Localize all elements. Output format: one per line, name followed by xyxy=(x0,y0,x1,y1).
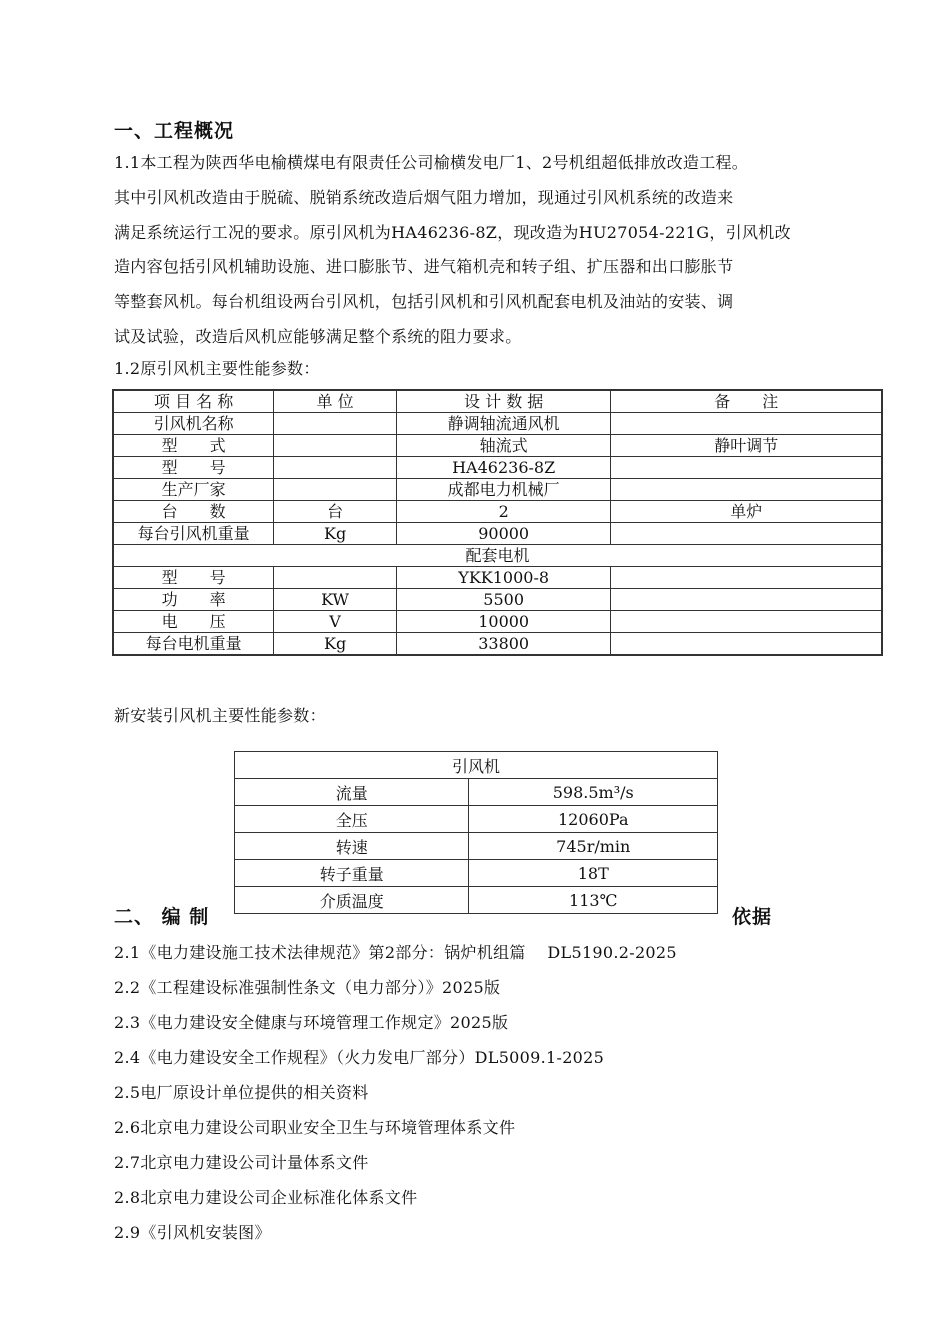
section1-heading: 一、工程概况 xyxy=(114,120,235,142)
table-cell xyxy=(274,435,397,457)
table-cell xyxy=(274,567,397,589)
table-cell xyxy=(611,523,882,545)
table-cell: Kg xyxy=(274,523,397,545)
table-header-row xyxy=(235,752,718,779)
reference-item: 2.1《电力建设施工技术法律规范》第2部分：锅炉机组篇 DL5190.2-2025 xyxy=(114,943,677,962)
table-header-cell: 引风机 xyxy=(235,752,718,779)
table-cell: 生产厂家 xyxy=(113,479,274,501)
reference-item: 2.4《电力建设安全工作规程》（火力发电厂部分）DL5009.1-2025 xyxy=(114,1048,605,1067)
motor-section-label: 配套电机 xyxy=(113,545,882,567)
table-cell: 静调轴流通风机 xyxy=(396,413,611,435)
reference-item: 2.6北京电力建设公司职业安全卫生与环境管理体系文件 xyxy=(114,1118,516,1137)
table-cell: 转速 xyxy=(235,833,469,860)
table-cell: 型 式 xyxy=(113,435,274,457)
paragraph-line: 其中引风机改造由于脱硫、脱销系统改造后烟气阻力增加，现通过引风机系统的改造来 xyxy=(114,187,734,207)
section2-heading-left: 二、 编 制 xyxy=(114,906,210,928)
table-row xyxy=(113,633,882,656)
table-header-cell: 项 目 名 称 xyxy=(113,390,274,413)
table-cell xyxy=(611,457,882,479)
table-cell: 每台引风机重量 xyxy=(113,523,274,545)
table-cell: 型 号 xyxy=(113,567,274,589)
paragraph-line: 试及试验，改造后风机应能够满足整个系统的阻力要求。 xyxy=(114,326,522,346)
table-cell: 电 压 xyxy=(113,611,274,633)
table-cell: 33800 xyxy=(396,633,611,656)
table-row xyxy=(113,589,882,611)
table-cell: 5500 xyxy=(396,589,611,611)
table-cell: 介质温度 xyxy=(235,887,469,914)
table-header-cell: 单 位 xyxy=(274,390,397,413)
table-row xyxy=(113,457,882,479)
original-fan-params-table xyxy=(112,389,883,656)
table-cell xyxy=(274,457,397,479)
table-row xyxy=(235,833,718,860)
reference-item: 2.2《工程建设标准强制性条文（电力部分）》2025版 xyxy=(114,978,501,997)
table-row xyxy=(113,501,882,523)
table2-caption: 新安装引风机主要性能参数： xyxy=(114,706,326,725)
table-header-cell: 备 注 xyxy=(611,390,882,413)
reference-item: 2.5电厂原设计单位提供的相关资料 xyxy=(114,1083,369,1102)
table-cell: 全压 xyxy=(235,806,469,833)
reference-item: 2.3《电力建设安全健康与环境管理工作规定》2025版 xyxy=(114,1013,509,1032)
section2-heading-right: 依据 xyxy=(732,906,773,928)
table-cell: 90000 xyxy=(396,523,611,545)
table-cell: 台 xyxy=(274,501,397,523)
table-row xyxy=(113,413,882,435)
paragraph-line: 等整套风机。每台机组设两台引风机，包括引风机和引风机配套电机及油站的安装、调 xyxy=(114,292,734,312)
table-cell xyxy=(611,589,882,611)
paragraph-line: 造内容包括引风机辅助设施、进口膨胀节、进气箱机壳和转子组、扩压器和出口膨胀节 xyxy=(114,257,734,277)
table-cell: 流量 xyxy=(235,779,469,806)
reference-item: 2.7北京电力建设公司计量体系文件 xyxy=(114,1153,369,1172)
table-cell: 745r/min xyxy=(469,833,718,860)
table-cell: 12060Pa xyxy=(469,806,718,833)
reference-item: 2.8北京电力建设公司企业标准化体系文件 xyxy=(114,1188,418,1207)
table-cell: 静叶调节 xyxy=(611,435,882,457)
table-header-cell: 设 计 数 据 xyxy=(396,390,611,413)
table-cell: KW xyxy=(274,589,397,611)
table-cell: 引风机名称 xyxy=(113,413,274,435)
table-row xyxy=(235,860,718,887)
table-cell: 单炉 xyxy=(611,501,882,523)
table1-caption: 1.2原引风机主要性能参数： xyxy=(114,359,320,378)
new-fan-params-table xyxy=(234,751,718,914)
paragraph-line: 满足系统运行工况的要求。原引风机为HA46236-8Z，现改造为HU27054-221G，引风机改 xyxy=(114,222,791,242)
table-row xyxy=(235,779,718,806)
table-cell xyxy=(611,479,882,501)
table-header-row xyxy=(113,390,882,413)
table-cell: HA46236-8Z xyxy=(396,457,611,479)
table-cell xyxy=(274,479,397,501)
table-row xyxy=(235,887,718,914)
table-cell: 2 xyxy=(396,501,611,523)
table-cell: V xyxy=(274,611,397,633)
table-cell: 轴流式 xyxy=(396,435,611,457)
table-cell: 型 号 xyxy=(113,457,274,479)
table-cell: 台 数 xyxy=(113,501,274,523)
table-cell: 10000 xyxy=(396,611,611,633)
table-cell xyxy=(611,567,882,589)
table-cell: 功 率 xyxy=(113,589,274,611)
table-row xyxy=(113,611,882,633)
table-cell xyxy=(611,413,882,435)
table-cell: YKK1000-8 xyxy=(396,567,611,589)
table-cell: 113℃ xyxy=(469,887,718,914)
table-cell: 转子重量 xyxy=(235,860,469,887)
paragraph-line: 1.1本工程为陕西华电榆横煤电有限责任公司榆横发电厂1、2号机组超低排放改造工程。 xyxy=(114,153,749,172)
table-cell xyxy=(274,413,397,435)
table-cell: Kg xyxy=(274,633,397,656)
table-row xyxy=(113,435,882,457)
reference-item: 2.9《引风机安装图》 xyxy=(114,1223,271,1242)
table-section-row xyxy=(113,545,882,567)
table-cell xyxy=(611,611,882,633)
table-row xyxy=(113,479,882,501)
table-row xyxy=(113,523,882,545)
table-row xyxy=(235,806,718,833)
table-cell: 18T xyxy=(469,860,718,887)
table-cell: 成都电力机械厂 xyxy=(396,479,611,501)
table-cell: 每台电机重量 xyxy=(113,633,274,656)
table-cell xyxy=(611,633,882,656)
section1-paragraph xyxy=(114,146,791,355)
table-row xyxy=(113,567,882,589)
table-cell: 598.5m³/s xyxy=(469,779,718,806)
